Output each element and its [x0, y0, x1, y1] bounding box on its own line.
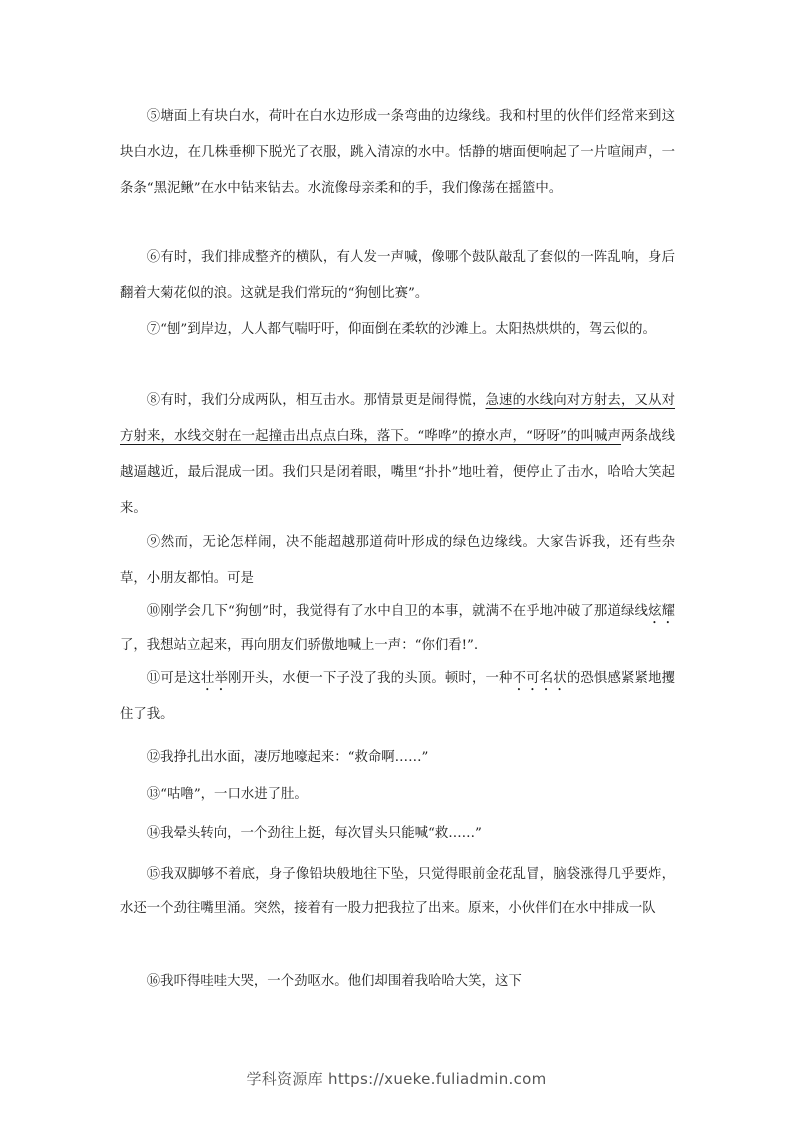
paragraph-7-text: ⑦“刨”到岸边，人人都气喘吁吁，仰面倒在柔软的沙滩上。太阳热烘烘的，驾云似的。 [146, 322, 656, 337]
paragraph-11 [120, 661, 675, 733]
paragraph-7 [120, 312, 675, 348]
paragraph-8-lead: ⑧有时，我们分成两队，相互击水。那情景更是闹得慌， [146, 393, 486, 408]
paragraph-12-text: ⑫我挣扎出水面，凄厉地嚎起来：“救命啊……” [146, 750, 429, 765]
footer-watermark: 学科资源库 https://xueke.fuliadmin.com [246, 1070, 547, 1088]
paragraph-6-text: ⑥有时，我们排成整齐的横队，有人发一声喊，像哪个鼓队敲乱了套似的一阵乱响，身后翻着大菊花似的浪。这就是我们常玩的“狗刨比赛”。 [120, 250, 675, 301]
paragraph-5-text: ⑤塘面上有块白水，荷叶在白水边形成一条弯曲的边缘线。我和村里的伙伴们经常来到这块白水边，在几株垂柳下脱光了衣服，跳入清凉的水中。恬静的塘面便响起了一片喧闹声，一条条“黑泥鳅”在水中钻来钻去。水流像母亲柔和的手，我们像荡在摇篮中。 [120, 109, 675, 196]
paragraph-6 [120, 240, 675, 312]
paragraph-15-text: ⑮我双脚够不着底，身子像铅块般地往下坠，只觉得眼前金花乱冒，脑袋涨得几乎要炸，水还一个劲往嘴里涌。突然，接着有一股力把我拉了出来。原来，小伙伴们在水中排成一队 [120, 867, 675, 916]
paragraph-14 [120, 816, 675, 852]
paragraph-15 [120, 858, 675, 926]
dotted-word-zhuangju: 壮举 [201, 671, 229, 686]
paragraph-11-text [120, 661, 675, 733]
paragraph-11-lead: ⑪可是这 [146, 671, 201, 686]
paragraph-10-rest: 了，我想站立起来，再向朋友们骄傲地喊上一声：“你们看!”. [120, 638, 479, 653]
paragraph-8 [120, 383, 675, 527]
paragraph-8-text [120, 383, 675, 527]
paragraph-5 [120, 99, 675, 207]
dotted-word-bukemingzhuang: 不可名状 [512, 671, 567, 686]
paragraph-9-text: ⑨然而，无论怎样闹，决不能超越那道荷叶形成的绿色边缘线。大家告诉我，还有些杂草，小朋友都怕。可是 [120, 535, 675, 586]
paragraph-8-rest: 两条战线越逼越近，最后混成一团。我们只是闭着眼，嘴里“扑扑”地吐着，便停止了击水，哈哈大笑起来。 [120, 429, 675, 516]
paragraph-14-text: ⑭我晕头转向，一个劲往上挺，每次冒头只能喊“救……” [146, 826, 482, 841]
underlined-sentence: 急速的水线向对方射去，又从对方射来，水线交射在一起撞击出点点白珠，落下。“哗哗”的撩水声，“呀呀”的叫喊声 [120, 393, 676, 444]
paragraph-11-rest: 的恐惧感紧紧地攫住了我。 [120, 671, 676, 722]
paragraph-13 [120, 777, 675, 813]
dotted-word-xuanyao: 炫耀 [648, 604, 675, 619]
paragraph-16-text: ⑯我吓得哇哇大哭，一个劲呕水。他们却围着我哈哈大笑，这下 [146, 974, 522, 989]
paragraph-10-lead: ⑩刚学会几下“狗刨”时，我觉得有了水中自卫的本事，就满不在乎地冲破了那道绿线 [146, 604, 649, 619]
paragraph-13-text: ⑬“咕噜”，一口水进了肚。 [146, 787, 308, 802]
paragraph-9 [120, 525, 675, 597]
paragraph-11-mid: 刚开头，水便一下子没了我的头顶。顿时，一种 [228, 671, 513, 686]
paragraph-12 [120, 740, 675, 776]
paragraph-16 [120, 964, 675, 1000]
paragraph-10 [120, 595, 675, 663]
paragraph-10-text [120, 595, 675, 663]
